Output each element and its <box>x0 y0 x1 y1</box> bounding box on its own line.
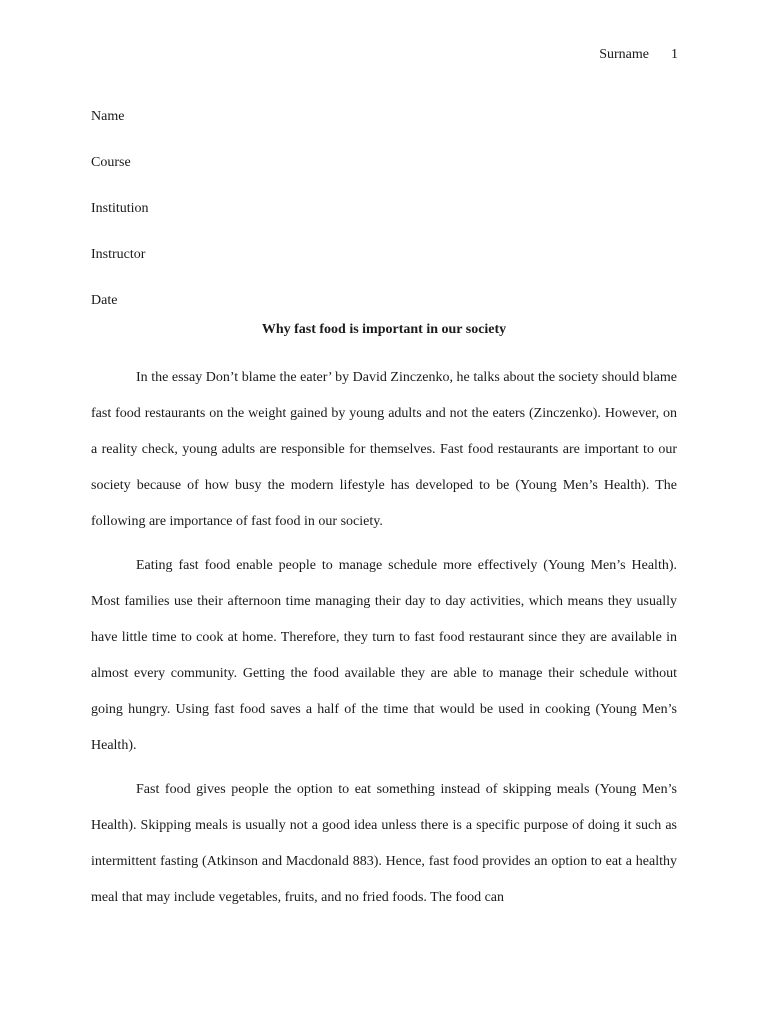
meta-date: Date <box>91 293 118 308</box>
paragraph-1: In the essay Don’t blame the eater’ by David Zinczenko, he talks about the society should blame fast food restaurants on the weight gained by young adults and not the eaters (Zinczenko). However, on a reality check, young adults are responsible for themselves. Fast food restaurants are important to our society because of how busy the modern lifestyle has developed to be (Young Men’s Health). The following are importance of fast food in our society. <box>91 370 677 529</box>
paragraph-2: Eating fast food enable people to manage schedule more effectively (Young Men’s Health). Most families use their afternoon time managing their day to day activities, which means they usually have little time to cook at home. Therefore, they turn to fast food restaurant since they are available in almost every community. Getting the food available they are able to manage their schedule without going hungry. Using fast food saves a half of the time that would be used in cooking (Young Men’s Health). <box>91 558 677 753</box>
paragraph-3: Fast food gives people the option to eat something instead of skipping meals (Young Men’s Health). Skipping meals is usually not a good idea unless there is a specific purpose of doing it such as intermittent fasting (Atkinson and Macdonald 883). Hence, fast food provides an option to eat a healthy meal that may include vegetables, fruits, and no fried foods. The food can <box>91 782 677 905</box>
meta-institution: Institution <box>91 201 149 216</box>
meta-course: Course <box>91 155 131 170</box>
essay-body <box>91 360 677 924</box>
heading-block <box>91 94 149 324</box>
meta-instructor: Instructor <box>91 247 146 262</box>
running-header <box>599 47 678 63</box>
header-surname: Surname <box>599 47 649 62</box>
meta-name: Name <box>91 109 125 124</box>
header-page-number: 1 <box>671 47 678 62</box>
essay-title: Why fast food is important in our society <box>261 322 507 337</box>
